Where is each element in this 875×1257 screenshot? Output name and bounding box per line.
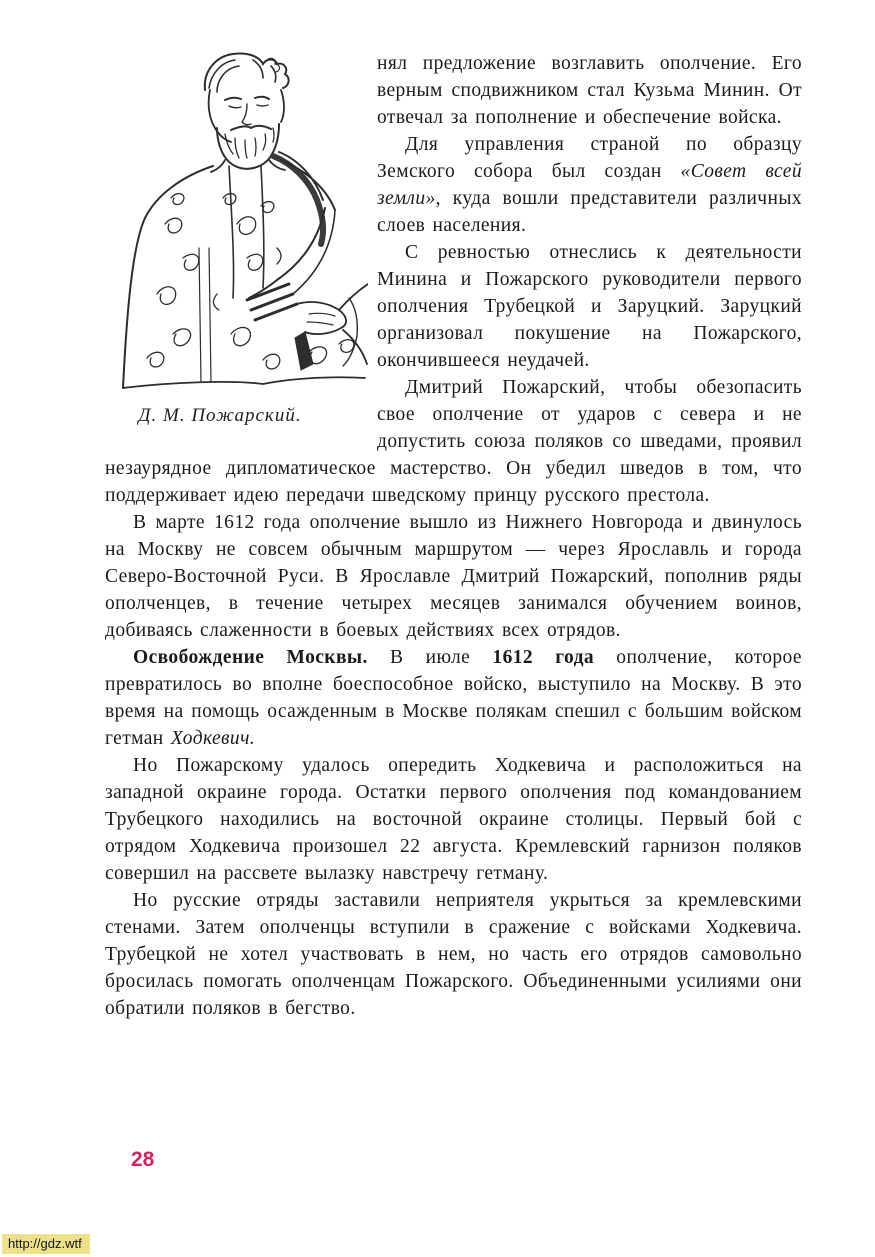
- text-segment: В июле: [367, 647, 493, 668]
- text-segment: Для управления страной по образцу Земского собора был создан: [377, 134, 802, 182]
- paragraph: [105, 644, 802, 752]
- figure-pozharsky: [105, 48, 377, 427]
- figure-caption: Д. М. Пожарский.: [138, 405, 302, 426]
- paragraph: [105, 752, 802, 887]
- text-segment: Но Пожарскому удалось опередить Ходкевича и расположиться на западной окраине города. Остатки первого ополчения под командованием Трубецкого находились на восточной окраине столицы. Первый бой с отрядом Ходкевича произошел 22 августа. Кремлевский гарнизон поляков совершил на рассвете вылазку навстречу гетману.: [105, 755, 802, 884]
- text-segment: Освобождение Москвы.: [133, 647, 368, 668]
- paragraph: [105, 509, 802, 644]
- page-number: 28: [131, 1148, 155, 1171]
- text-segment: С ревностью отнеслись к деятельности Минина и Пожарского руководители первого ополчения Трубецкой и Заруцкий. Заруцкий организовал покушение на Пожарского, окончившееся неудачей.: [377, 242, 802, 371]
- text-segment: Дмитрий Пожарский, чтобы обезопасить свое ополчение от ударов с севера и не допустить союза поляков со шведами, проявил незаурядное дипломатическое мастерство. Он убедил шведов в том, что поддерживает идею передачи шведскому принцу русского престола.: [105, 377, 802, 506]
- text-segment: ополчение, которое превратилось во вполне боеспособное войско, выступило на Москву. В это время на помощь осажденным в Москве полякам спешил с большим войском гетман: [105, 647, 802, 749]
- text-segment: Но русские отряды заставили неприятеля укрыться за кремлевскими стенами. Затем ополченцы вступили в сражение с войсками Ходкевича. Трубецкой не хотел участвовать в нем, но часть его отрядов самовольно бросилась помогать ополченцам Пожарского. Объединенными усилиями они обратили поляков в бегство.: [105, 890, 802, 1019]
- text-segment: В марте 1612 года ополчение вышло из Нижнего Новгорода и двинулось на Москву не совсем обычным маршрутом — через Ярославль и города Северо-Восточной Руси. В Ярославле Дмитрий Пожарский, пополнив ряды ополченцев, в течение четырех месяцев занимался обучением воинов, добиваясь слаженности в боевых действиях всех отрядов.: [105, 512, 802, 641]
- text-segment: 1612 года: [492, 647, 595, 668]
- paragraph: [105, 887, 802, 1022]
- text-segment: , куда вошли представители различных слоев населения.: [377, 188, 802, 236]
- text-segment: Ходкевич.: [170, 728, 256, 749]
- pozharsky-portrait-illustration: [113, 48, 368, 393]
- page-content: [105, 50, 802, 1022]
- watermark-url: http://gdz.wtf: [2, 1234, 90, 1254]
- text-segment: нял предложение возглавить ополчение. Его верным сподвижником стал Кузьма Минин. От отвечал за пополнение и обеспечение войска.: [377, 53, 802, 128]
- text-segment: «Совет всей земли»: [377, 161, 802, 209]
